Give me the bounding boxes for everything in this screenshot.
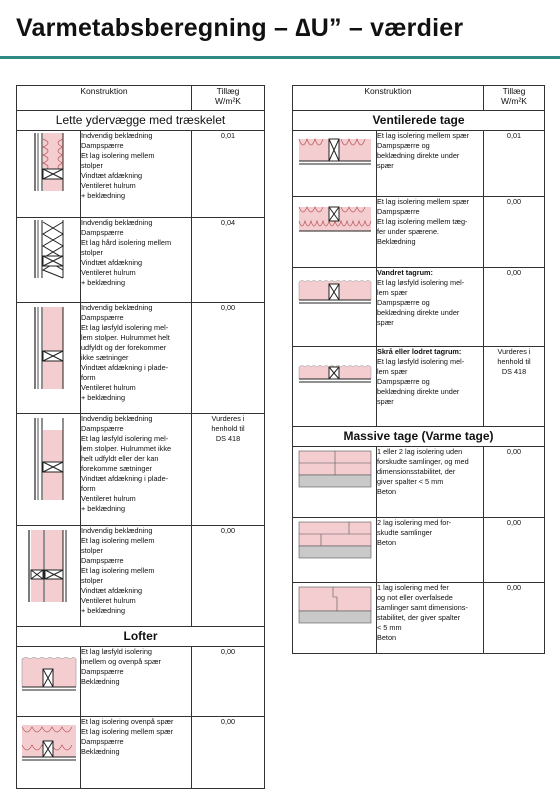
section-heading: Massive tage (Varme tage) <box>293 427 545 447</box>
value-cell: 0,01 <box>192 131 265 218</box>
value-cell: 0,00 <box>484 583 545 654</box>
massive-roof-diagram-icon <box>293 583 377 654</box>
construction-text-body: Et lag løsfyld isolering mel- lem spær Dampspærre og beklædning direkte under spær <box>377 278 465 327</box>
construction-text: Indvendig beklædning Dampspærre Et lag løsfyld isolering mel- lem stolper. Hulrummet helt udfyldt og der forekommer ikke sætninger Vindtæt afdækning i plade- form Ventileret hulrum + beklædning <box>81 303 192 414</box>
title-rule <box>0 56 560 59</box>
construction-text <box>377 268 484 347</box>
value-cell: 0,00 <box>192 647 265 717</box>
header-konstruktion: Konstruktion <box>293 86 484 111</box>
section-heading: Lette ydervægge med træskelet <box>17 111 265 131</box>
header-tillaeg: Tillæg W/m²K <box>192 86 265 111</box>
value-cell: 0,00 <box>484 268 545 347</box>
header-konstruktion: Konstruktion <box>17 86 192 111</box>
construction-text: Et lag isolering ovenpå spær Et lag isolering mellem spær Dampspærre Beklædning <box>81 717 192 789</box>
section-heading: Ventilerede tage <box>293 111 545 131</box>
construction-text: 1 lag isolering med fer og not eller overfalsede samlinger samt dimensions- stabilitet, der giver spalter < 5 mm Beton <box>377 583 484 654</box>
ceiling-diagram-icon <box>17 717 81 789</box>
value-cell: 0,00 <box>484 447 545 518</box>
value-cell: 0,00 <box>192 303 265 414</box>
roof-diagram-icon <box>293 197 377 268</box>
construction-text: Et lag isolering mellem spær Dampspærre og beklædning direkte under spær <box>377 131 484 197</box>
wall-diagram-icon <box>17 303 81 414</box>
massive-roof-diagram-icon <box>293 447 377 518</box>
value-cell: 0,00 <box>192 717 265 789</box>
construction-text <box>377 347 484 427</box>
value-cell: Vurderes i henhold til DS 418 <box>192 414 265 526</box>
value-cell: Vurderes i henhold til DS 418 <box>484 347 545 427</box>
value-cell: 0,01 <box>484 131 545 197</box>
construction-text: Et lag løsfyld isolering imellem og ovenpå spær Dampspærre Beklædning <box>81 647 192 717</box>
construction-text-body: Et lag løsfyld isolering mel- lem spær Dampspærre og beklædning direkte under spær <box>377 357 465 406</box>
wall-diagram-icon <box>17 131 81 218</box>
construction-text: Indvendig beklædning Dampspærre Et lag løsfyld isolering mel- lem stolper. Hulrummet ikke helt udfyldt eller der kan forekomme sætninger Vindtæt afdækning i plade- form Ventileret hulrum + beklædning <box>81 414 192 526</box>
roof-diagram-icon <box>293 131 377 197</box>
construction-text: Et lag isolering mellem spær Dampspærre Et lag isolering mellem tæg- fer under spærene. Beklædning <box>377 197 484 268</box>
wall-diagram-icon <box>17 414 81 526</box>
bold-lead: Skrå eller lodret tagrum: <box>377 347 462 356</box>
construction-text: 2 lag isolering med for- skudte samlinger Beton <box>377 518 484 583</box>
page-title: Varmetabsberegning – ∆U” – værdier <box>16 14 464 42</box>
value-cell: 0,00 <box>484 518 545 583</box>
header-tillaeg: Tillæg W/m²K <box>484 86 545 111</box>
construction-text: Indvendig beklædning Dampspærre Et lag hård isolering mellem stolper Vindtæt afdækning Ventileret hulrum + beklædning <box>81 218 192 303</box>
construction-text: 1 eller 2 lag isolering uden forskudte samlinger, og med dimensionsstabilitet, der giver spalter < 5 mm Beton <box>377 447 484 518</box>
wall-diagram-icon <box>17 526 81 627</box>
bold-lead: Vandret tagrum: <box>377 268 433 277</box>
section-heading: Lofter <box>17 627 265 647</box>
value-cell: 0,00 <box>192 526 265 627</box>
value-cell: 0,00 <box>484 197 545 268</box>
construction-text: Indvendig beklædning Et lag isolering mellem stolper Dampspærre Et lag isolering mellem stolper Vindtæt afdækning Ventileret hulrum + beklædning <box>81 526 192 627</box>
roof-diagram-icon <box>293 347 377 427</box>
massive-roof-diagram-icon <box>293 518 377 583</box>
construction-text: Indvendig beklædning Dampspærre Et lag isolering mellem stolper Vindtæt afdækning Ventileret hulrum + beklædning <box>81 131 192 218</box>
ceiling-diagram-icon <box>17 647 81 717</box>
wall-diagram-icon <box>17 218 81 303</box>
value-cell: 0,04 <box>192 218 265 303</box>
roof-diagram-icon <box>293 268 377 347</box>
left-table <box>16 85 265 789</box>
right-table <box>292 85 545 654</box>
